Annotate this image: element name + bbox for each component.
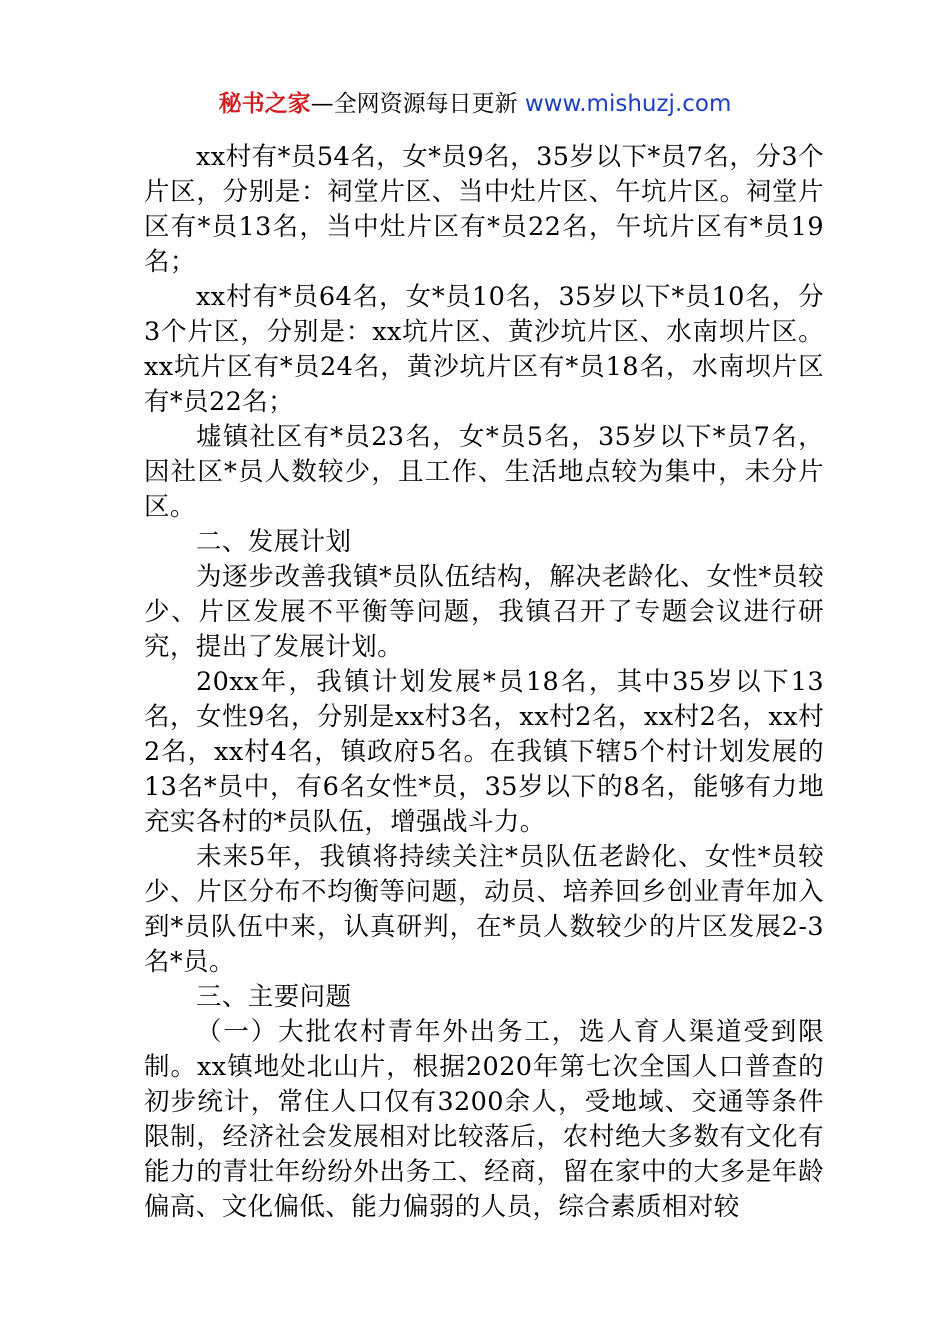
header-tagline: —全网资源每日更新 [310,91,518,117]
section-heading-development-plan: 二、发展计划 [196,527,352,557]
paragraph-village-1: xx村有*员54名，女*员9名，35岁以下*员7名，分3个片区，分别是：祠堂片区、当中灶片区、午坑片区。祠堂片区有*员13名，当中灶片区有*员22名，午坑片区有*员19名； [144,142,824,277]
site-url-link[interactable]: www.mishuzj.com [524,91,732,117]
section-heading-main-problems: 三、主要问题 [196,982,352,1012]
paragraph-plan-intro: 为逐步改善我镇*员队伍结构，解决老龄化、女性*员较少、片区发展不平衡等问题，我镇召开了专题会议进行研究，提出了发展计划。 [144,562,824,662]
brand-name: 秘书之家 [218,91,311,117]
paragraph-plan-year: 20xx年，我镇计划发展*员18名，其中35岁以下13名，女性9名，分别是xx村3名，xx村2名，xx村2名，xx村2名，xx村4名，镇政府5名。在我镇下辖5个村计划发展的13名*员中，有6名女性*员，35岁以下的8名，能够有力地充实各村的*员队伍，增强战斗力。 [144,667,824,837]
paragraph-village-2: xx村有*员64名，女*员10名，35岁以下*员10名，分3个片区，分别是：xx坑片区、黄沙坑片区、水南坝片区。xx坑片区有*员24名，黄沙坑片区有*员18名，水南坝片区有*员22名； [144,282,824,417]
site-header [0,88,950,120]
document-body [144,140,824,1225]
paragraph-plan-future: 未来5年，我镇将持续关注*员队伍老龄化、女性*员较少、片区分布不均衡等问题，动员、培养回乡创业青年加入到*员队伍中来，认真研判，在*员人数较少的片区发展2-3名*员。 [144,842,824,977]
paragraph-problem-1: （一）大批农村青年外出务工，选人育人渠道受到限制。xx镇地处北山片，根据2020年第七次全国人口普查的初步统计，常住人口仅有3200余人，受地域、交通等条件限制，经济社会发展相对比较落后，农村绝大多数有文化有能力的青壮年纷纷外出务工、经商，留在家中的大多是年龄偏高、文化偏低、能力偏弱的人员，综合素质相对较 [144,1017,824,1222]
paragraph-community: 墟镇社区有*员23名，女*员5名，35岁以下*员7名，因社区*员人数较少，且工作、生活地点较为集中，未分片区。 [144,422,824,522]
